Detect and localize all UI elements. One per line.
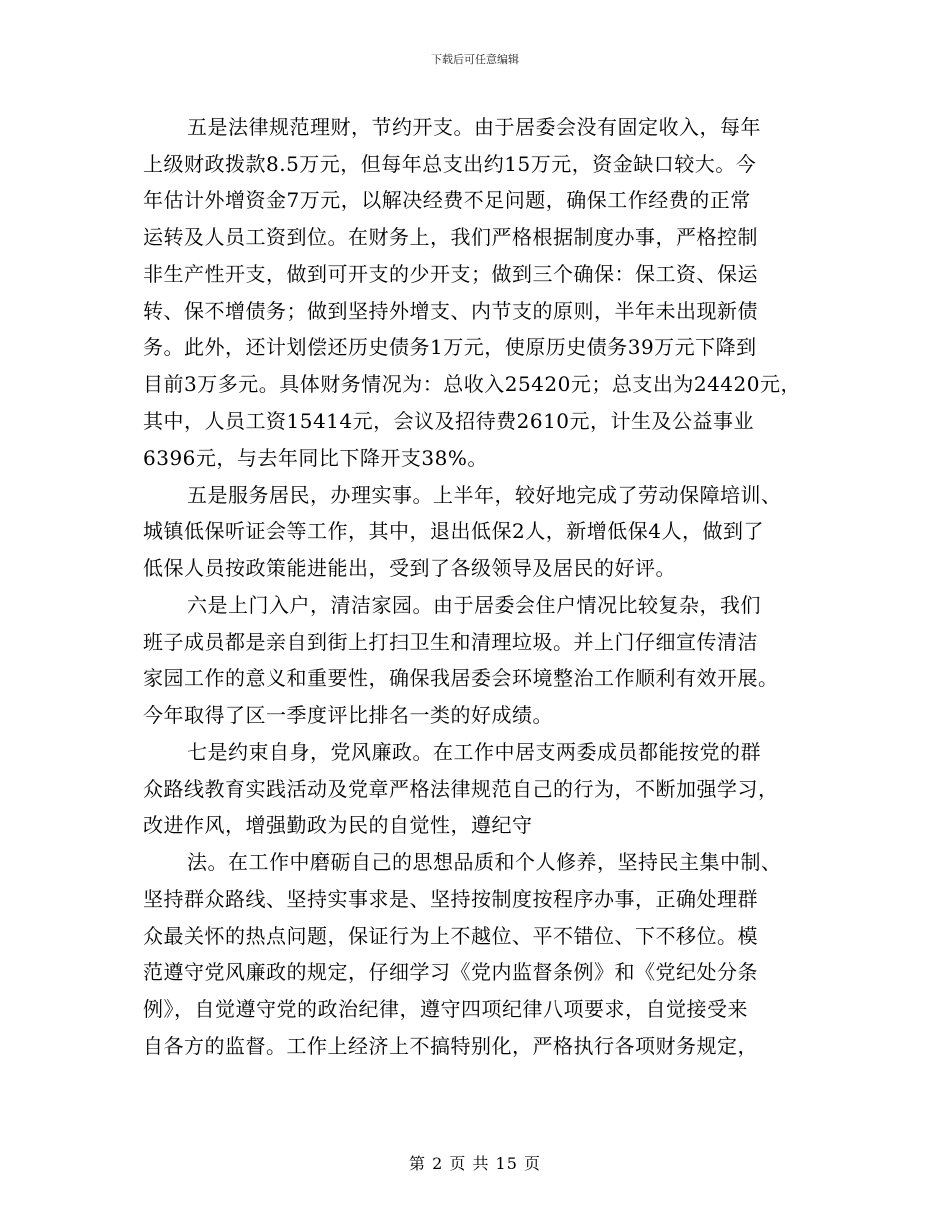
text-line: 法。在工作中磨砺自己的思想品质和个人修养，坚持民主集中制、 [187,850,782,874]
page-footer: 第 2 页 共 15 页 [409,1154,541,1173]
text-line: 6396元，与去年同比下降开支38%。 [143,446,488,470]
text-line: 今年取得了区一季度评比排名一类的好成绩。 [143,703,553,727]
text-line: 非生产性开支，做到可开支的少开支；做到三个确保：保工资、保运 [143,262,758,286]
text-line: 低保人员按政策能进能出，受到了各级领导及居民的好评。 [143,556,676,580]
text-line: 上级财政拨款8.5万元，但每年总支出约15万元，资金缺口较大。今 [143,152,757,176]
text-line: 范遵守党风廉政的规定，仔细学习《党内监督条例》和《党纪处分条 [143,960,758,984]
text-line: 六是上门入户，清洁家园。由于居委会住户情况比较复杂，我们 [187,593,761,617]
text-line: 自各方的监督。工作上经济上不搞特别化，严格执行各项财务规定， [143,1034,758,1058]
text-line: 班子成员都是亲自到街上打扫卫生和清理垃圾。并上门仔细宣传清洁 [143,630,758,654]
text-line: 例》，自觉遵守党的政治纪律，遵守四项纪律八项要求，自觉接受来 [143,997,748,1021]
text-line: 众最关怀的热点问题，保证行为上不越位、平不错位、下不移位。模 [143,924,758,948]
text-line: 年估计外增资金7万元，以解决经费不足问题，确保工作经费的正常 [143,188,751,212]
page-header: 下载后可任意编辑 [431,53,519,66]
text-line: 转、保不增债务；做到坚持外增支、内节支的原则，半年未出现新债 [143,299,758,323]
text-line: 众路线教育实践活动及党章严格法律规范自己的行为，不断加强学习， [143,777,779,801]
text-line: 改进作风，增强勤政为民的自觉性，遵纪守 [143,813,533,837]
text-line: 城镇低保听证会等工作，其中，退出低保2人，新增低保4人，做到了 [143,519,764,543]
text-line: 七是约束自身，党风廉政。在工作中居支两委成员都能按党的群 [187,740,761,764]
text-line: 五是服务居民，办理实事。上半年，较好地完成了劳动保障培训、 [187,483,782,507]
text-line: 五是法律规范理财，节约开支。由于居委会没有固定收入，每年 [187,115,761,139]
text-line: 运转及人员工资到位。在财务上，我们严格根据制度办事，严格控制 [143,225,758,249]
text-line: 其中，人员工资15414元，会议及招待费2610元，计生及公益事业 [143,409,755,433]
text-line: 务。此外，还计划偿还历史债务1万元，使原历史债务39万元下降到 [143,335,757,359]
text-line: 家园工作的意义和重要性，确保我居委会环境整治工作顺利有效开展。 [143,666,779,690]
text-line: 坚持群众路线、坚持实事求是、坚持按制度按程序办事，正确处理群 [143,887,758,911]
text-line: 目前3万多元。具体财务情况为：总收入25420元；总支出为24420元， [143,372,801,396]
